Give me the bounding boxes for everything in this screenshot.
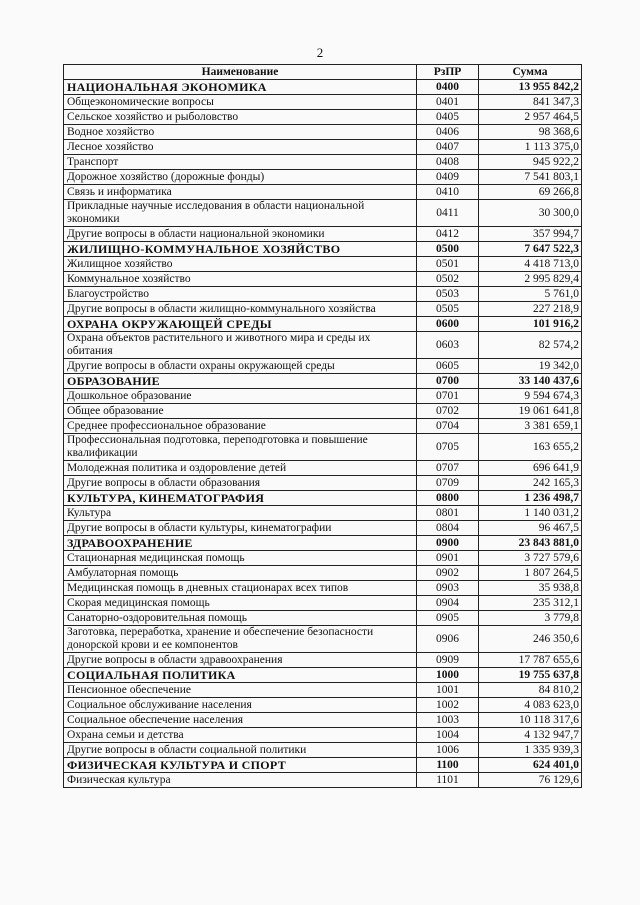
row-code: 0909: [417, 653, 479, 668]
table-row: [64, 683, 582, 698]
section-row: [64, 317, 582, 332]
row-name: Заготовка, переработка, хранение и обеспечение безопасности донорской крови и ее компонентов: [64, 626, 417, 653]
row-sum: 5 761,0: [479, 287, 582, 302]
row-name: Другие вопросы в области образования: [64, 476, 417, 491]
table-row: [64, 200, 582, 227]
budget-table: [63, 64, 582, 788]
row-sum: 19 755 637,8: [479, 668, 582, 683]
row-code: 0411: [417, 200, 479, 227]
row-name: Другие вопросы в области национальной экономики: [64, 227, 417, 242]
row-name: СОЦИАЛЬНАЯ ПОЛИТИКА: [64, 668, 417, 683]
row-name: Молодежная политика и оздоровление детей: [64, 461, 417, 476]
row-name: Другие вопросы в области здравоохранения: [64, 653, 417, 668]
row-sum: 84 810,2: [479, 683, 582, 698]
table-row: [64, 170, 582, 185]
row-code: 1101: [417, 773, 479, 788]
row-name: Охрана семьи и детства: [64, 728, 417, 743]
table-row: [64, 185, 582, 200]
row-name: Другие вопросы в области социальной политики: [64, 743, 417, 758]
row-sum: 98 368,6: [479, 125, 582, 140]
row-code: 1001: [417, 683, 479, 698]
row-sum: 101 916,2: [479, 317, 582, 332]
row-sum: 1 113 375,0: [479, 140, 582, 155]
table-row: [64, 626, 582, 653]
row-code: 1000: [417, 668, 479, 683]
table-row: [64, 773, 582, 788]
section-row: [64, 491, 582, 506]
row-sum: 4 132 947,7: [479, 728, 582, 743]
row-code: 0501: [417, 257, 479, 272]
row-name: ОБРАЗОВАНИЕ: [64, 374, 417, 389]
header-name: Наименование: [64, 65, 417, 80]
row-code: 1003: [417, 713, 479, 728]
row-sum: 227 218,9: [479, 302, 582, 317]
table-row: [64, 434, 582, 461]
row-sum: 19 342,0: [479, 359, 582, 374]
row-name: Профессиональная подготовка, переподготовка и повышение квалификации: [64, 434, 417, 461]
section-row: [64, 242, 582, 257]
header-code: РзПР: [417, 65, 479, 80]
table-row: [64, 596, 582, 611]
row-name: Жилищное хозяйство: [64, 257, 417, 272]
row-sum: 30 300,0: [479, 200, 582, 227]
row-name: Другие вопросы в области охраны окружающей среды: [64, 359, 417, 374]
table-row: [64, 461, 582, 476]
row-name: Пенсионное обеспечение: [64, 683, 417, 698]
section-row: [64, 536, 582, 551]
row-code: 0407: [417, 140, 479, 155]
row-sum: 1 140 031,2: [479, 506, 582, 521]
row-sum: 235 312,1: [479, 596, 582, 611]
row-name: Водное хозяйство: [64, 125, 417, 140]
row-name: Культура: [64, 506, 417, 521]
table-row: [64, 95, 582, 110]
row-code: 1004: [417, 728, 479, 743]
row-sum: 1 807 264,5: [479, 566, 582, 581]
table-row: [64, 566, 582, 581]
row-name: Дорожное хозяйство (дорожные фонды): [64, 170, 417, 185]
row-name: Среднее профессиональное образование: [64, 419, 417, 434]
row-code: 0701: [417, 389, 479, 404]
row-code: 0705: [417, 434, 479, 461]
table-row: [64, 125, 582, 140]
row-code: 0902: [417, 566, 479, 581]
row-sum: 3 381 659,1: [479, 419, 582, 434]
table-row: [64, 419, 582, 434]
row-sum: 19 061 641,8: [479, 404, 582, 419]
row-name: Общеэкономические вопросы: [64, 95, 417, 110]
row-name: ФИЗИЧЕСКАЯ КУЛЬТУРА И СПОРТ: [64, 758, 417, 773]
table-row: [64, 698, 582, 713]
row-code: 0400: [417, 80, 479, 95]
row-sum: 2 957 464,5: [479, 110, 582, 125]
row-sum: 945 922,2: [479, 155, 582, 170]
table-row: [64, 257, 582, 272]
row-name: Дошкольное образование: [64, 389, 417, 404]
table-row: [64, 140, 582, 155]
row-sum: 33 140 437,6: [479, 374, 582, 389]
row-sum: 10 118 317,6: [479, 713, 582, 728]
row-code: 0605: [417, 359, 479, 374]
row-name: ОХРАНА ОКРУЖАЮЩЕЙ СРЕДЫ: [64, 317, 417, 332]
row-name: Физическая культура: [64, 773, 417, 788]
table-row: [64, 653, 582, 668]
row-sum: 4 083 623,0: [479, 698, 582, 713]
row-code: 0502: [417, 272, 479, 287]
row-code: 0406: [417, 125, 479, 140]
row-sum: 9 594 674,3: [479, 389, 582, 404]
table-row: [64, 110, 582, 125]
table-row: [64, 521, 582, 536]
row-code: 0905: [417, 611, 479, 626]
row-name: Амбулаторная помощь: [64, 566, 417, 581]
row-sum: 242 165,3: [479, 476, 582, 491]
row-name: Лесное хозяйство: [64, 140, 417, 155]
row-sum: 163 655,2: [479, 434, 582, 461]
table-row: [64, 389, 582, 404]
row-code: 0904: [417, 596, 479, 611]
row-sum: 17 787 655,6: [479, 653, 582, 668]
row-name: Скорая медицинская помощь: [64, 596, 417, 611]
table-row: [64, 287, 582, 302]
row-code: 1002: [417, 698, 479, 713]
row-sum: 246 350,6: [479, 626, 582, 653]
row-code: 0801: [417, 506, 479, 521]
row-code: 0412: [417, 227, 479, 242]
row-sum: 7 541 803,1: [479, 170, 582, 185]
row-sum: 3 779,8: [479, 611, 582, 626]
row-name: НАЦИОНАЛЬНАЯ ЭКОНОМИКА: [64, 80, 417, 95]
table-row: [64, 743, 582, 758]
row-sum: 69 266,8: [479, 185, 582, 200]
row-name: Благоустройство: [64, 287, 417, 302]
row-sum: 82 574,2: [479, 332, 582, 359]
row-name: КУЛЬТУРА, КИНЕМАТОГРАФИЯ: [64, 491, 417, 506]
row-code: 0600: [417, 317, 479, 332]
row-code: 0702: [417, 404, 479, 419]
row-code: 0410: [417, 185, 479, 200]
row-name: Другие вопросы в области культуры, кинематографии: [64, 521, 417, 536]
row-code: 1100: [417, 758, 479, 773]
row-code: 0900: [417, 536, 479, 551]
page-number: 2: [316, 45, 324, 60]
section-row: [64, 374, 582, 389]
row-code: 0707: [417, 461, 479, 476]
row-sum: 96 467,5: [479, 521, 582, 536]
row-name: Социальное обеспечение населения: [64, 713, 417, 728]
table-row: [64, 728, 582, 743]
row-sum: 696 641,9: [479, 461, 582, 476]
row-code: 0901: [417, 551, 479, 566]
row-code: 0804: [417, 521, 479, 536]
table-row: [64, 506, 582, 521]
row-name: Транспорт: [64, 155, 417, 170]
row-code: 0500: [417, 242, 479, 257]
section-row: [64, 758, 582, 773]
row-name: Социальное обслуживание населения: [64, 698, 417, 713]
table-row: [64, 332, 582, 359]
row-code: 0603: [417, 332, 479, 359]
row-sum: 3 727 579,6: [479, 551, 582, 566]
row-name: ЖИЛИЩНО-КОММУНАЛЬНОЕ ХОЗЯЙСТВО: [64, 242, 417, 257]
row-name: Медицинская помощь в дневных стационарах всех типов: [64, 581, 417, 596]
table-row: [64, 404, 582, 419]
row-sum: 2 995 829,4: [479, 272, 582, 287]
row-name: Общее образование: [64, 404, 417, 419]
row-code: 0700: [417, 374, 479, 389]
row-name: Санаторно-оздоровительная помощь: [64, 611, 417, 626]
row-sum: 13 955 842,2: [479, 80, 582, 95]
row-sum: 841 347,3: [479, 95, 582, 110]
row-sum: 624 401,0: [479, 758, 582, 773]
row-code: 1006: [417, 743, 479, 758]
row-code: 0401: [417, 95, 479, 110]
row-name: Прикладные научные исследования в области национальной экономики: [64, 200, 417, 227]
row-sum: 76 129,6: [479, 773, 582, 788]
table-row: [64, 476, 582, 491]
row-code: 0704: [417, 419, 479, 434]
row-sum: 4 418 713,0: [479, 257, 582, 272]
row-name: Коммунальное хозяйство: [64, 272, 417, 287]
table-row: [64, 359, 582, 374]
row-name: Охрана объектов растительного и животного мира и среды их обитания: [64, 332, 417, 359]
row-code: 0408: [417, 155, 479, 170]
table-row: [64, 155, 582, 170]
row-sum: 35 938,8: [479, 581, 582, 596]
row-code: 0503: [417, 287, 479, 302]
row-code: 0903: [417, 581, 479, 596]
row-code: 0800: [417, 491, 479, 506]
row-sum: 23 843 881,0: [479, 536, 582, 551]
section-row: [64, 80, 582, 95]
row-sum: 1 236 498,7: [479, 491, 582, 506]
table-row: [64, 227, 582, 242]
row-name: Связь и информатика: [64, 185, 417, 200]
table-row: [64, 272, 582, 287]
table-row: [64, 581, 582, 596]
row-name: Другие вопросы в области жилищно-коммунального хозяйства: [64, 302, 417, 317]
table-row: [64, 713, 582, 728]
table-row: [64, 611, 582, 626]
row-sum: 1 335 939,3: [479, 743, 582, 758]
row-sum: 357 994,7: [479, 227, 582, 242]
table-row: [64, 302, 582, 317]
row-code: 0906: [417, 626, 479, 653]
row-code: 0505: [417, 302, 479, 317]
row-code: 0409: [417, 170, 479, 185]
row-code: 0405: [417, 110, 479, 125]
table-row: [64, 551, 582, 566]
row-name: Сельское хозяйство и рыболовство: [64, 110, 417, 125]
row-sum: 7 647 522,3: [479, 242, 582, 257]
header-sum: Сумма: [479, 65, 582, 80]
row-name: ЗДРАВООХРАНЕНИЕ: [64, 536, 417, 551]
row-name: Стационарная медицинская помощь: [64, 551, 417, 566]
table-header-row: [64, 65, 582, 80]
section-row: [64, 668, 582, 683]
row-code: 0709: [417, 476, 479, 491]
